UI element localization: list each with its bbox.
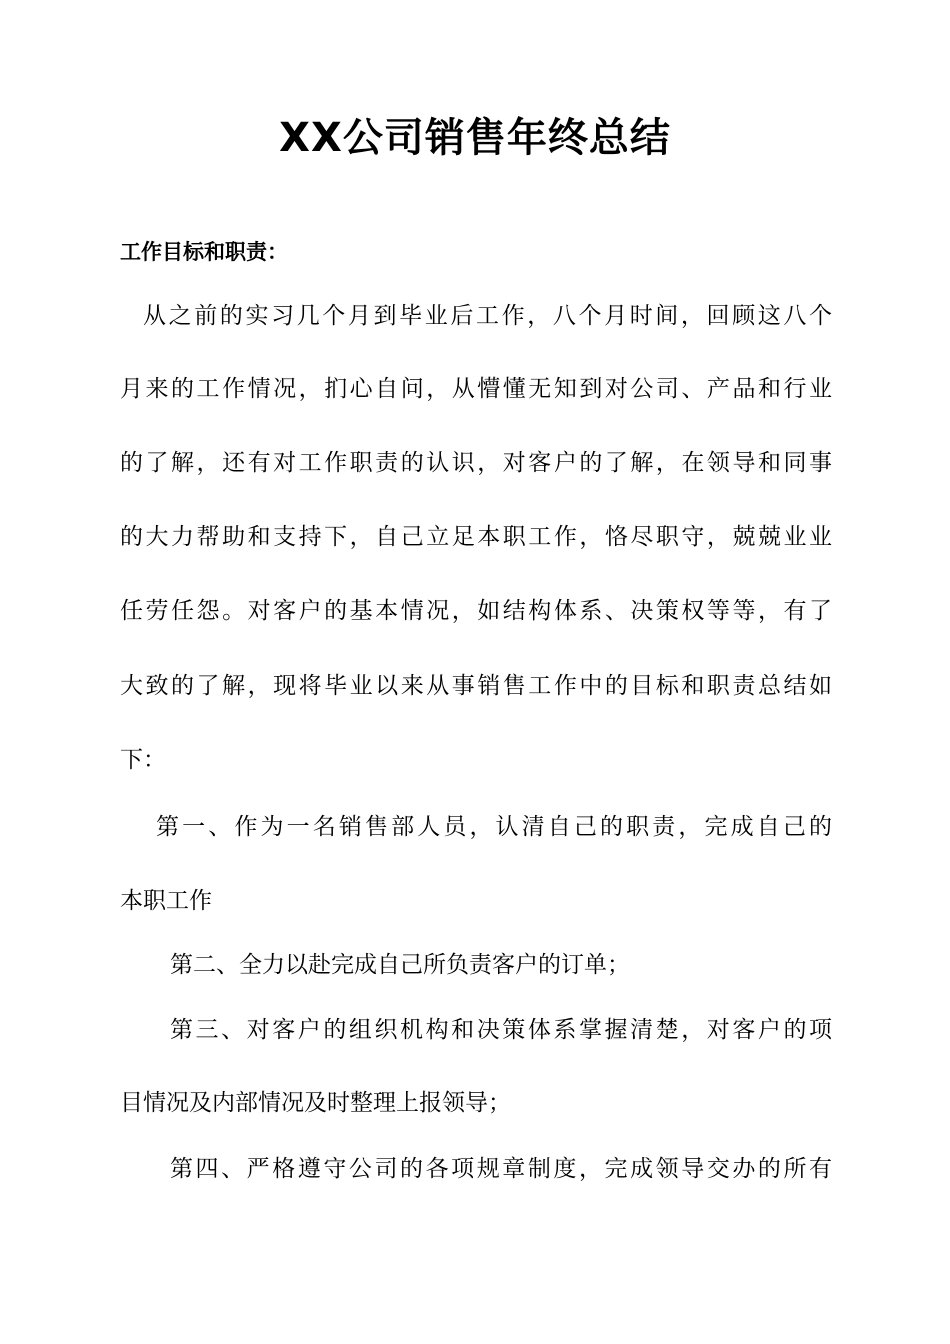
paragraph-line: 第三、对客户的组织机构和决策体系掌握清楚，对客户的项: [170, 1017, 832, 1043]
paragraph-line: 从之前的实习几个月到毕业后工作，八个月时间，回顾这八个: [143, 303, 832, 329]
paragraph-line: 的大力帮助和支持下，自己立足本职工作，恪尽职守，兢兢业业: [120, 524, 832, 550]
paragraph-line: 大致的了解，现将毕业以来从事销售工作中的目标和职责总结如: [120, 673, 832, 699]
section-heading: 工作目标和职责：: [120, 240, 288, 264]
paragraph-line: 任劳任怨。对客户的基本情况，如结构体系、决策权等等，有了: [120, 598, 832, 624]
document-title: XX公司销售年终总结: [279, 115, 671, 161]
paragraph-line: 下：: [120, 747, 166, 773]
paragraph-line: 本职工作: [120, 888, 212, 914]
paragraph-line: 目情况及内部情况及时整理上报领导；: [120, 1090, 511, 1116]
paragraph-line: 第一、作为一名销售部人员，认清自己的职责，完成自己的: [156, 814, 832, 840]
paragraph-line: 的了解，还有对工作职责的认识，对客户的了解，在领导和同事: [120, 450, 832, 476]
paragraph-line: 第四、严格遵守公司的各项规章制度，完成领导交办的所有: [170, 1156, 832, 1182]
paragraph-line: 月来的工作情况，扪心自问，从懵懂无知到对公司、产品和行业: [120, 376, 832, 402]
paragraph-line: 第二、全力以赴完成自己所负责客户的订单；: [170, 952, 630, 978]
